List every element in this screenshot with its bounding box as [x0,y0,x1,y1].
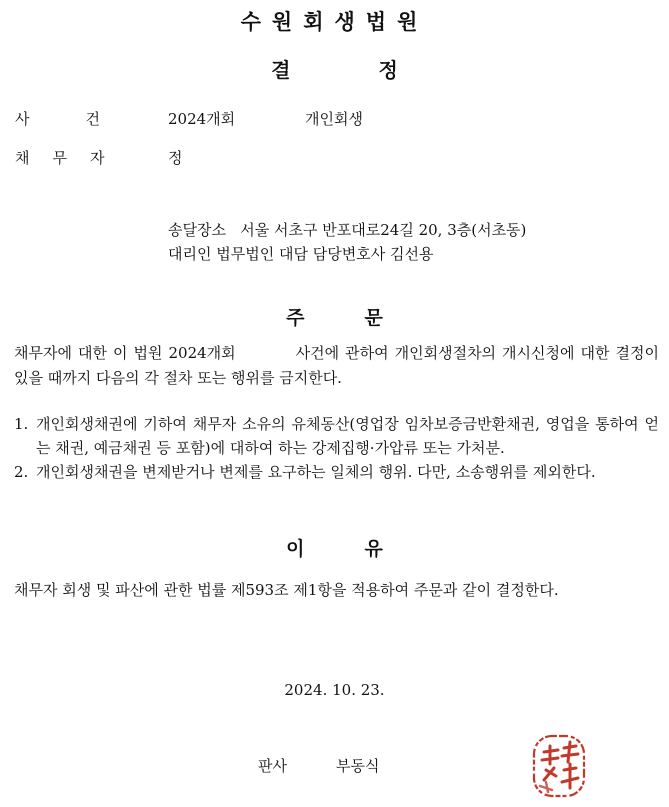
order-item-text: 개인회생채권을 변제받거나 변제를 요구하는 일체의 행위. 다만, 소송행위를 제외한다. [36,463,596,481]
service-address-label: 송달장소 [168,221,226,239]
order-item-number: 1. [14,415,29,433]
order-item [14,460,659,484]
reason-heading [0,534,669,561]
judge-seal-icon [528,730,590,802]
judge-name: 부동식 [336,757,380,775]
reason-text: 채무자 회생 및 파산에 관한 법률 제593조 제1항을 적용하여 주문과 같이 결정한다. [14,581,559,599]
case-type: 개인회생 [305,110,363,128]
agent-label: 대리인 [168,245,212,263]
document-title [0,54,669,83]
order-heading-first: 주 [286,307,305,329]
reason-heading-first: 이 [286,538,305,560]
service-address: 서울 서초구 반포대로24길 20, 3층(서초동) [240,221,527,239]
case-number: 2024개회 [168,110,236,128]
judge-title: 판사 [258,757,287,775]
court-name: 수원회생법원 [240,10,429,34]
order-heading [0,303,669,330]
order-item-number: 2. [14,463,29,481]
order-list [14,412,659,484]
debtor-label: 채무자 [15,149,128,167]
order-heading-second: 문 [364,307,383,329]
order-intro [14,341,659,391]
document-title-second: 정 [378,58,398,82]
order-item-text: 개인회생채권에 기하여 채무자 소유의 유체동산(영업장 임차보증금반환채권, 영업을 통하여 얻는 채권, 예금채권 등 포함)에 대하여 하는 강제집행·가압류 또는 가처분. [36,415,659,457]
debtor-name: 정 [168,149,183,167]
service-address-line [168,219,526,240]
decision-date: 2024. 10. 23. [284,681,385,699]
order-intro-part2: 사건에 관하여 개인회생절차의 개시신청에 대한 결정이 있을 때까지 다음의 각 절차 또는 행위를 금지한다. [14,344,659,387]
agent-line [168,243,433,264]
document-title-first: 결 [271,58,291,82]
order-intro-part1: 채무자에 대한 이 법원 2024개회 [14,344,236,362]
reason-heading-second: 유 [364,538,383,560]
case-label: 사건 [15,110,156,128]
agent-name: 법무법인 대담 담당변호사 김선용 [216,245,434,263]
order-item [14,412,659,460]
